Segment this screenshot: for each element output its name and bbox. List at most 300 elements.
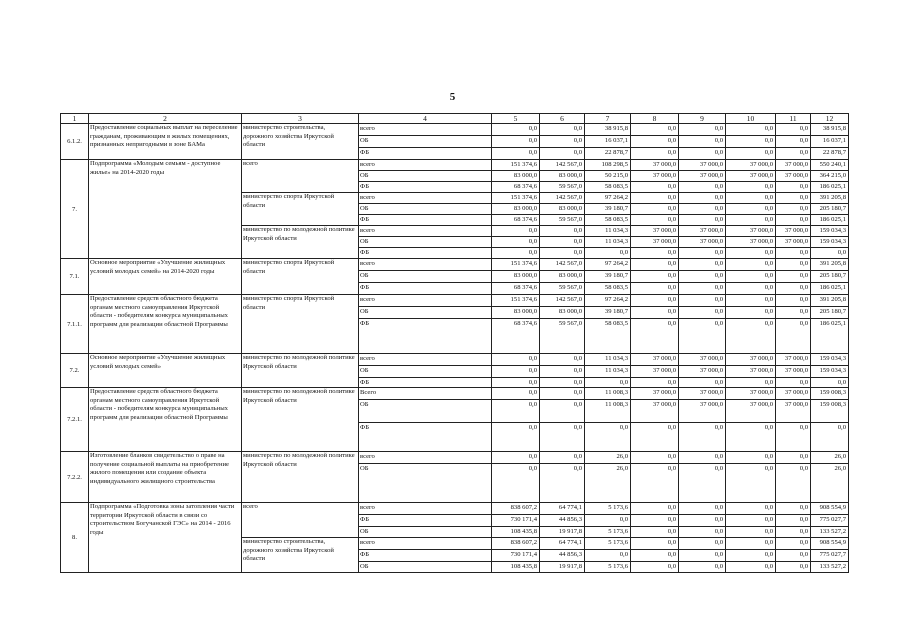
header-cell: 2 [89, 114, 242, 124]
value-cell: 0,0 [679, 378, 726, 388]
value-cell: 0,0 [631, 182, 679, 193]
value-cell: 108 298,5 [585, 160, 631, 171]
value-cell: 0,0 [726, 295, 776, 307]
value-cell: 0,0 [540, 148, 585, 160]
value-cell: 0,0 [631, 248, 679, 259]
value-cell: 730 171,4 [492, 515, 540, 527]
funding-source: всего [359, 160, 492, 171]
value-cell: 37 000,0 [776, 388, 811, 400]
executor-cell: всего [242, 160, 359, 193]
executor-cell: министерство по молодежной политике Иркутской области [242, 226, 359, 259]
row-code: 7.2.1. [61, 388, 89, 452]
value-cell: 0,0 [811, 378, 849, 388]
page-number: 5 [449, 91, 456, 103]
value-cell: 0,0 [540, 423, 585, 452]
value-cell: 37 000,0 [679, 237, 726, 248]
value-cell: 0,0 [726, 319, 776, 354]
value-cell: 0,0 [726, 248, 776, 259]
value-cell: 0,0 [679, 319, 726, 354]
value-cell: 0,0 [776, 295, 811, 307]
value-cell: 0,0 [492, 388, 540, 400]
value-cell: 0,0 [585, 550, 631, 562]
value-cell: 38 915,8 [811, 124, 849, 136]
value-cell: 0,0 [631, 378, 679, 388]
value-cell: 0,0 [679, 452, 726, 464]
value-cell: 37 000,0 [679, 226, 726, 237]
value-cell: 364 215,0 [811, 171, 849, 182]
row-code: 7.2. [61, 354, 89, 388]
value-cell: 26,0 [811, 452, 849, 464]
value-cell: 0,0 [679, 248, 726, 259]
funding-source: ФБ [359, 378, 492, 388]
value-cell: 11 008,3 [585, 400, 631, 423]
funding-source: ФБ [359, 319, 492, 354]
value-cell: 37 000,0 [631, 226, 679, 237]
header-row [61, 114, 849, 124]
table-row [61, 295, 849, 307]
value-cell: 0,0 [631, 295, 679, 307]
value-cell: 83 000,0 [540, 171, 585, 182]
value-cell: 0,0 [631, 259, 679, 271]
value-cell: 0,0 [585, 248, 631, 259]
table-row [61, 124, 849, 136]
value-cell: 37 000,0 [631, 237, 679, 248]
value-cell: 159 034,3 [811, 226, 849, 237]
value-cell: 0,0 [492, 452, 540, 464]
value-cell: 97 264,2 [585, 259, 631, 271]
value-cell: 0,0 [631, 527, 679, 538]
value-cell: 0,0 [631, 452, 679, 464]
value-cell: 0,0 [679, 550, 726, 562]
value-cell: 0,0 [776, 148, 811, 160]
value-cell: 0,0 [726, 136, 776, 148]
value-cell: 0,0 [631, 283, 679, 295]
value-cell: 59 567,0 [540, 182, 585, 193]
value-cell: 159 034,3 [811, 366, 849, 378]
value-cell: 37 000,0 [776, 400, 811, 423]
value-cell: 37 000,0 [726, 354, 776, 366]
value-cell: 0,0 [679, 182, 726, 193]
value-cell: 0,0 [776, 271, 811, 283]
value-cell: 0,0 [631, 464, 679, 503]
value-cell: 108 435,8 [492, 562, 540, 573]
value-cell: 0,0 [726, 204, 776, 215]
value-cell: 59 567,0 [540, 215, 585, 226]
value-cell: 22 878,7 [811, 148, 849, 160]
value-cell: 391 205,8 [811, 259, 849, 271]
executor-cell: министерство строительства, дорожного хозяйства Иркутской области [242, 124, 359, 160]
value-cell: 0,0 [540, 237, 585, 248]
funding-source: всего [359, 354, 492, 366]
value-cell: 0,0 [679, 503, 726, 515]
value-cell: 39 180,7 [585, 307, 631, 319]
value-cell: 0,0 [679, 148, 726, 160]
funding-source: ОБ [359, 307, 492, 319]
value-cell: 0,0 [540, 464, 585, 503]
value-cell: 108 435,8 [492, 527, 540, 538]
value-cell: 37 000,0 [726, 171, 776, 182]
value-cell: 151 374,6 [492, 193, 540, 204]
row-name: Предоставление социальных выплат на переселение гражданам, проживающим в жилых помещениях, признанных непригодными в зоне БАМа [89, 124, 242, 160]
value-cell: 11 034,3 [585, 226, 631, 237]
value-cell: 133 527,2 [811, 527, 849, 538]
header-cell: 1 [61, 114, 89, 124]
value-cell: 0,0 [726, 259, 776, 271]
header-cell: 12 [811, 114, 849, 124]
value-cell: 5 173,6 [585, 527, 631, 538]
header-cell: 6 [540, 114, 585, 124]
value-cell: 0,0 [492, 124, 540, 136]
executor-cell: министерство спорта Иркутской области [242, 259, 359, 295]
value-cell: 151 374,6 [492, 295, 540, 307]
value-cell: 37 000,0 [631, 366, 679, 378]
header-cell: 10 [726, 114, 776, 124]
value-cell: 37 000,0 [631, 388, 679, 400]
value-cell: 0,0 [631, 538, 679, 550]
value-cell: 0,0 [776, 124, 811, 136]
value-cell: 159 008,3 [811, 388, 849, 400]
value-cell: 0,0 [776, 464, 811, 503]
value-cell: 58 083,5 [585, 283, 631, 295]
header-cell: 11 [776, 114, 811, 124]
value-cell: 39 180,7 [585, 271, 631, 283]
funding-source: всего [359, 226, 492, 237]
value-cell: 0,0 [679, 527, 726, 538]
value-cell: 0,0 [776, 319, 811, 354]
value-cell: 0,0 [776, 248, 811, 259]
value-cell: 0,0 [776, 527, 811, 538]
value-cell: 0,0 [585, 423, 631, 452]
value-cell: 0,0 [540, 400, 585, 423]
value-cell: 391 205,8 [811, 193, 849, 204]
value-cell: 0,0 [726, 562, 776, 573]
value-cell: 0,0 [726, 124, 776, 136]
value-cell: 0,0 [631, 562, 679, 573]
value-cell: 37 000,0 [679, 400, 726, 423]
value-cell: 0,0 [631, 503, 679, 515]
value-cell: 186 025,1 [811, 182, 849, 193]
value-cell: 205 180,7 [811, 204, 849, 215]
value-cell: 97 264,2 [585, 193, 631, 204]
value-cell: 0,0 [776, 452, 811, 464]
value-cell: 37 000,0 [631, 160, 679, 171]
value-cell: 0,0 [776, 259, 811, 271]
value-cell: 0,0 [776, 283, 811, 295]
value-cell: 0,0 [776, 193, 811, 204]
value-cell: 0,0 [776, 550, 811, 562]
value-cell: 0,0 [679, 204, 726, 215]
funding-source: всего [359, 295, 492, 307]
value-cell: 39 180,7 [585, 204, 631, 215]
value-cell: 0,0 [631, 204, 679, 215]
value-cell: 0,0 [540, 366, 585, 378]
value-cell: 0,0 [776, 182, 811, 193]
value-cell: 0,0 [679, 307, 726, 319]
executor-cell: министерство строительства, дорожного хозяйства Иркутской области [242, 538, 359, 573]
value-cell: 26,0 [585, 464, 631, 503]
value-cell: 0,0 [492, 400, 540, 423]
row-name: Подпрограмма «Молодым семьям - доступное жилье» на 2014-2020 годы [89, 160, 242, 259]
value-cell: 0,0 [492, 378, 540, 388]
value-cell: 0,0 [726, 515, 776, 527]
funding-source: ФБ [359, 283, 492, 295]
value-cell: 0,0 [726, 464, 776, 503]
value-cell: 142 567,0 [540, 295, 585, 307]
funding-source: ОБ [359, 366, 492, 378]
value-cell: 83 000,0 [492, 171, 540, 182]
value-cell: 0,0 [726, 307, 776, 319]
value-cell: 0,0 [492, 226, 540, 237]
value-cell: 186 025,1 [811, 319, 849, 354]
value-cell: 37 000,0 [679, 366, 726, 378]
funding-source: всего [359, 538, 492, 550]
value-cell: 83 000,0 [492, 204, 540, 215]
value-cell: 0,0 [679, 283, 726, 295]
value-cell: 205 180,7 [811, 307, 849, 319]
value-cell: 151 374,6 [492, 259, 540, 271]
value-cell: 0,0 [811, 248, 849, 259]
funding-source: ФБ [359, 148, 492, 160]
value-cell: 0,0 [776, 204, 811, 215]
value-cell: 37 000,0 [726, 366, 776, 378]
value-cell: 22 878,7 [585, 148, 631, 160]
value-cell: 37 000,0 [726, 237, 776, 248]
value-cell: 68 374,6 [492, 215, 540, 226]
value-cell: 0,0 [540, 388, 585, 400]
value-cell: 0,0 [776, 515, 811, 527]
value-cell: 0,0 [631, 271, 679, 283]
table-row [61, 503, 849, 515]
header-cell: 8 [631, 114, 679, 124]
value-cell: 0,0 [631, 148, 679, 160]
value-cell: 0,0 [540, 248, 585, 259]
value-cell: 44 856,3 [540, 515, 585, 527]
value-cell: 0,0 [679, 538, 726, 550]
table-row [61, 354, 849, 366]
value-cell: 151 374,6 [492, 160, 540, 171]
budget-table [60, 113, 849, 573]
value-cell: 0,0 [776, 136, 811, 148]
funding-source: ОБ [359, 271, 492, 283]
value-cell: 730 171,4 [492, 550, 540, 562]
value-cell: 19 917,8 [540, 527, 585, 538]
value-cell: 0,0 [631, 193, 679, 204]
funding-source: всего [359, 452, 492, 464]
value-cell: 775 027,7 [811, 515, 849, 527]
row-name: Изготовление бланков свидетельство о праве на получение социальной выплаты на приобретение жилого помещения или создание объекта индивидуального жилищного строительства [89, 452, 242, 503]
value-cell: 205 180,7 [811, 271, 849, 283]
value-cell: 0,0 [726, 182, 776, 193]
value-cell: 0,0 [492, 148, 540, 160]
value-cell: 37 000,0 [726, 160, 776, 171]
value-cell: 0,0 [585, 378, 631, 388]
value-cell: 0,0 [492, 366, 540, 378]
value-cell: 11 008,3 [585, 388, 631, 400]
value-cell: 0,0 [776, 538, 811, 550]
row-name: Основное мероприятие «Улучшение жилищных условий молодых семей» [89, 354, 242, 388]
table-row [61, 452, 849, 464]
row-code: 7.1.1. [61, 295, 89, 354]
header-cell: 3 [242, 114, 359, 124]
value-cell: 142 567,0 [540, 160, 585, 171]
value-cell: 0,0 [776, 562, 811, 573]
value-cell: 0,0 [776, 215, 811, 226]
value-cell: 37 000,0 [776, 171, 811, 182]
funding-source: ОБ [359, 204, 492, 215]
value-cell: 37 000,0 [776, 366, 811, 378]
value-cell: 64 774,1 [540, 538, 585, 550]
value-cell: 0,0 [540, 452, 585, 464]
value-cell: 83 000,0 [492, 271, 540, 283]
value-cell: 0,0 [631, 307, 679, 319]
row-name: Предоставление средств областного бюджета органам местного самоуправления Иркутской области - победителям конкурса муниципальных программ для реализации областной Программы [89, 388, 242, 452]
row-name: Основное мероприятие «Улучшение жилищных условий молодых семей» на 2014-2020 годы [89, 259, 242, 295]
value-cell: 0,0 [492, 464, 540, 503]
funding-source: ФБ [359, 423, 492, 452]
value-cell: 186 025,1 [811, 283, 849, 295]
value-cell: 37 000,0 [776, 354, 811, 366]
value-cell: 0,0 [726, 271, 776, 283]
value-cell: 0,0 [631, 550, 679, 562]
funding-source: Всего [359, 388, 492, 400]
value-cell: 11 034,3 [585, 366, 631, 378]
value-cell: 0,0 [776, 378, 811, 388]
value-cell: 5 173,6 [585, 503, 631, 515]
value-cell: 37 000,0 [776, 226, 811, 237]
executor-cell: министерство спорта Иркутской области [242, 295, 359, 354]
funding-source: всего [359, 193, 492, 204]
funding-source: ОБ [359, 464, 492, 503]
value-cell: 0,0 [540, 378, 585, 388]
value-cell: 0,0 [776, 307, 811, 319]
executor-cell: министерство по молодежной политике Иркутской области [242, 354, 359, 388]
value-cell: 83 000,0 [492, 307, 540, 319]
value-cell: 159 034,3 [811, 237, 849, 248]
value-cell: 26,0 [811, 464, 849, 503]
value-cell: 0,0 [726, 527, 776, 538]
value-cell: 838 607,2 [492, 503, 540, 515]
value-cell: 0,0 [492, 248, 540, 259]
value-cell: 0,0 [679, 124, 726, 136]
funding-source: ФБ [359, 515, 492, 527]
row-code: 7.1. [61, 259, 89, 295]
value-cell: 37 000,0 [726, 400, 776, 423]
value-cell: 19 917,8 [540, 562, 585, 573]
row-code: 7. [61, 160, 89, 259]
value-cell: 0,0 [492, 423, 540, 452]
value-cell: 5 173,6 [585, 562, 631, 573]
value-cell: 59 567,0 [540, 283, 585, 295]
value-cell: 59 567,0 [540, 319, 585, 354]
value-cell: 37 000,0 [776, 237, 811, 248]
value-cell: 37 000,0 [726, 226, 776, 237]
table-row [61, 259, 849, 271]
value-cell: 0,0 [631, 124, 679, 136]
value-cell: 97 264,2 [585, 295, 631, 307]
value-cell: 0,0 [679, 423, 726, 452]
value-cell: 0,0 [776, 503, 811, 515]
value-cell: 0,0 [540, 354, 585, 366]
value-cell: 83 000,0 [540, 271, 585, 283]
value-cell: 159 008,3 [811, 400, 849, 423]
value-cell: 0,0 [679, 295, 726, 307]
value-cell: 0,0 [726, 193, 776, 204]
value-cell: 58 083,5 [585, 215, 631, 226]
value-cell: 133 527,2 [811, 562, 849, 573]
value-cell: 0,0 [726, 550, 776, 562]
value-cell: 0,0 [726, 215, 776, 226]
funding-source: ФБ [359, 550, 492, 562]
value-cell: 83 000,0 [540, 307, 585, 319]
row-name: Предоставление средств областного бюджета органам местного самоуправления Иркутской области - победителям конкурса муниципальных программ для реализации областной Программы [89, 295, 242, 354]
row-code: 8. [61, 503, 89, 573]
value-cell: 0,0 [540, 136, 585, 148]
value-cell: 58 083,5 [585, 319, 631, 354]
funding-source: ФБ [359, 215, 492, 226]
executor-cell: министерство спорта Иркутской области [242, 193, 359, 226]
value-cell: 0,0 [631, 136, 679, 148]
value-cell: 159 034,3 [811, 354, 849, 366]
value-cell: 0,0 [726, 423, 776, 452]
value-cell: 11 034,3 [585, 354, 631, 366]
value-cell: 5 173,6 [585, 538, 631, 550]
value-cell: 37 000,0 [679, 388, 726, 400]
value-cell: 0,0 [726, 378, 776, 388]
row-name: Подпрограмма «Подготовка зоны затопления части территории Иркутской области в связи со строительством Богучанской ГЭС» на 2014 - 2016 годы [89, 503, 242, 573]
header-cell: 4 [359, 114, 492, 124]
value-cell: 142 567,0 [540, 259, 585, 271]
value-cell: 908 554,9 [811, 538, 849, 550]
funding-source: всего [359, 503, 492, 515]
value-cell: 142 567,0 [540, 193, 585, 204]
value-cell: 68 374,6 [492, 283, 540, 295]
value-cell: 37 000,0 [631, 354, 679, 366]
value-cell: 0,0 [679, 562, 726, 573]
value-cell: 0,0 [679, 515, 726, 527]
value-cell: 38 915,8 [585, 124, 631, 136]
value-cell: 908 554,9 [811, 503, 849, 515]
funding-source: ФБ [359, 248, 492, 259]
header-cell: 9 [679, 114, 726, 124]
value-cell: 0,0 [585, 515, 631, 527]
value-cell: 83 000,0 [540, 204, 585, 215]
value-cell: 0,0 [726, 283, 776, 295]
value-cell: 64 774,1 [540, 503, 585, 515]
value-cell: 391 205,8 [811, 295, 849, 307]
funding-source: всего [359, 124, 492, 136]
value-cell: 0,0 [679, 271, 726, 283]
value-cell: 37 000,0 [726, 388, 776, 400]
value-cell: 0,0 [492, 136, 540, 148]
value-cell: 37 000,0 [679, 354, 726, 366]
value-cell: 0,0 [679, 464, 726, 503]
value-cell: 37 000,0 [679, 160, 726, 171]
value-cell: 0,0 [492, 354, 540, 366]
value-cell: 0,0 [631, 215, 679, 226]
value-cell: 838 607,2 [492, 538, 540, 550]
value-cell: 0,0 [726, 148, 776, 160]
value-cell: 0,0 [726, 452, 776, 464]
value-cell: 0,0 [679, 193, 726, 204]
value-cell: 68 374,6 [492, 182, 540, 193]
value-cell: 0,0 [679, 215, 726, 226]
value-cell: 16 037,1 [811, 136, 849, 148]
executor-cell: всего [242, 503, 359, 538]
header-cell: 7 [585, 114, 631, 124]
funding-source: ФБ [359, 182, 492, 193]
value-cell: 26,0 [585, 452, 631, 464]
value-cell: 58 083,5 [585, 182, 631, 193]
